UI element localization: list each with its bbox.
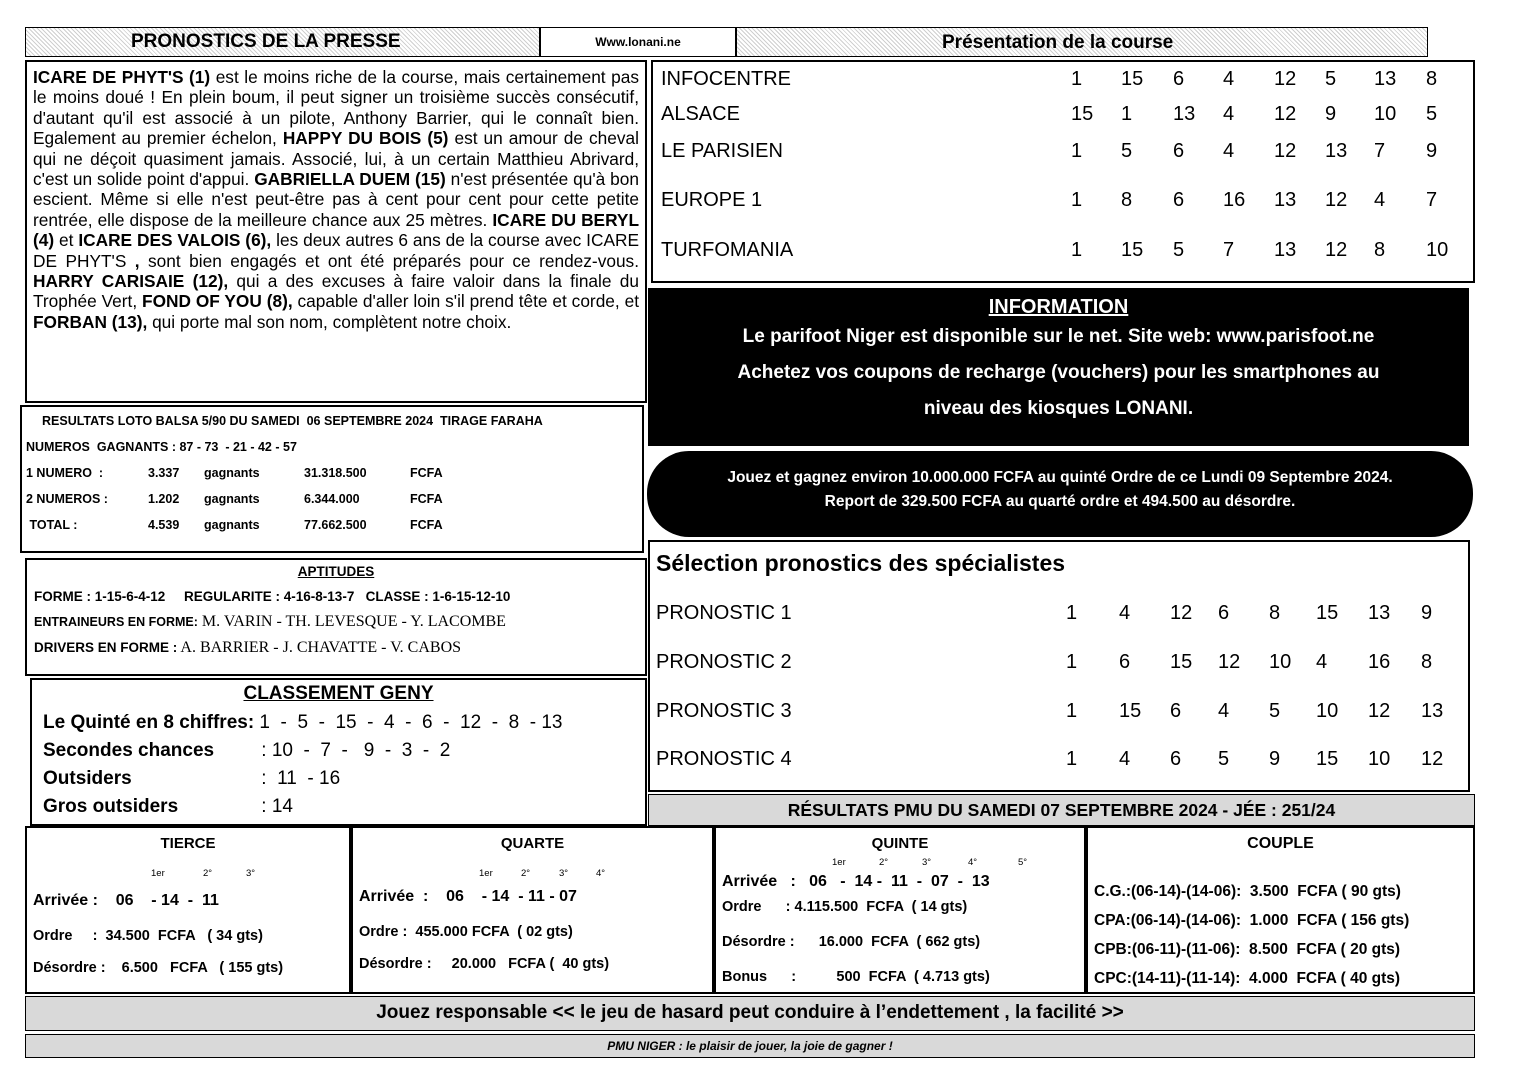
couple-box — [1086, 826, 1475, 994]
selection-number: 1 — [1066, 748, 1078, 770]
quinte-rank-1: 1er — [832, 857, 846, 868]
geny-row — [43, 712, 563, 734]
presentation-number: 7 — [1374, 140, 1386, 162]
quinte-rank-3: 3° — [922, 857, 932, 868]
geny-value: 1 - 5 - 15 - 4 - 6 - 12 - 8 - 13 — [254, 712, 563, 733]
couple-row-cpc: CPC:(14-11)-(11-14): 4.000 FCFA ( 40 gts) — [1094, 970, 1401, 987]
selection-name: PRONOSTIC 1 — [656, 602, 792, 624]
press-text: capable d'aller loin s'il prend tête et corde, et — [292, 291, 639, 312]
selection-number: 10 — [1368, 748, 1391, 770]
loto-cell: 6.344.000 — [304, 492, 360, 506]
entraineurs-label: ENTRAINEURS EN FORME: — [34, 615, 198, 629]
press-text: n'est présentée qu'à bon escient. Même si elle n'est peut-être pas à cent pour cent pour cette petite rentrée, elle dispose de la meilleure chance aux 25 mètres. — [33, 169, 639, 230]
tierce-desordre: Désordre : 6.500 FCFA ( 155 gts) — [33, 960, 284, 976]
selection-number: 6 — [1218, 602, 1230, 624]
presentation-number: 12 — [1325, 239, 1348, 261]
press-text: est un amour de cheval qui ne déçoit quasiment jamais. Associé, lui, à un certain Matthieu Abrivard, c'est un solide point d'appui. — [33, 128, 639, 190]
quarte-desordre: Désordre : 20.000 FCFA ( 40 gts) — [359, 956, 610, 972]
selection-name: PRONOSTIC 2 — [656, 651, 792, 673]
geny-value: : 14 — [256, 796, 293, 817]
presentation-number: 6 — [1173, 140, 1185, 162]
quinte-desordre: Désordre : 16.000 FCFA ( 662 gts) — [722, 934, 981, 950]
couple-row-cpa: CPA:(06-14)-(14-06): 1.000 FCFA ( 156 gts) — [1094, 912, 1410, 929]
selection-number: 4 — [1316, 651, 1328, 673]
quinte-arrivee: Arrivée : 06 - 14 - 11 - 07 - 13 — [722, 873, 990, 890]
information-line-2: Achetez vos coupons de recharge (vouchers) pour les smartphones au — [737, 362, 1380, 383]
presentation-source: LE PARISIEN — [661, 140, 783, 162]
loto-cell: gagnants — [204, 518, 260, 532]
press-text: qui porte mal son nom, complètent notre choix. — [147, 311, 512, 332]
selection-number: 15 — [1316, 602, 1339, 624]
loto-cell: 3.337 — [148, 466, 180, 480]
quinte-rank-4: 4° — [968, 857, 978, 868]
geny-label: Secondes chances — [43, 740, 215, 761]
presentation-number: 10 — [1374, 103, 1397, 125]
selection-number: 1 — [1066, 602, 1078, 624]
entraineurs-value: M. VARIN - TH. LEVESQUE - Y. LACOMBE — [197, 613, 506, 630]
tierce-title: TIERCE — [160, 835, 216, 852]
presentation-number: 4 — [1374, 189, 1386, 211]
press-horse-name: ICARE DU BERYL (4) — [33, 209, 639, 251]
presentation-title — [736, 27, 1428, 57]
presentation-number: 12 — [1325, 189, 1348, 211]
selection-number: 4 — [1119, 602, 1131, 624]
presentation-table — [651, 60, 1475, 283]
jackpot-line-2: Report de 329.500 FCFA au quarté ordre et 494.500 au désordre. — [824, 493, 1296, 510]
presentation-number: 4 — [1223, 103, 1235, 125]
couple-title: COUPLE — [1247, 835, 1314, 852]
selection-number: 4 — [1119, 748, 1131, 770]
quinte-bonus: Bonus : 500 FCFA ( 4.713 gts) — [722, 969, 990, 985]
aptitudes-forme: FORME : 1-15-6-4-12 REGULARITE : 4-16-8-13-7 CLASSE : 1-6-15-12-10 — [34, 589, 511, 604]
quinte-rank-5: 5° — [1018, 857, 1028, 868]
drivers-label: DRIVERS EN FORME : — [34, 640, 178, 655]
geny-row — [43, 796, 293, 818]
loto-cell: 31.318.500 — [304, 466, 367, 480]
presentation-number: 8 — [1426, 68, 1438, 90]
selection-number: 13 — [1368, 602, 1391, 624]
geny-value: : 10 - 7 - 9 - 3 - 2 — [256, 740, 451, 761]
presentation-number: 1 — [1071, 239, 1083, 261]
selection-number: 15 — [1316, 748, 1339, 770]
selection-number: 6 — [1170, 700, 1182, 722]
presentation-number: 7 — [1426, 189, 1438, 211]
presentation-number: 15 — [1121, 68, 1144, 90]
presentation-source: ALSACE — [661, 103, 740, 125]
geny-value: : 11 - 16 — [256, 768, 341, 789]
press-horse-name: GABRIELLA DUEM (15) — [254, 169, 446, 190]
drivers-value: A. BARRIER - J. CHAVATTE - V. CABOS — [177, 639, 462, 656]
presentation-number: 5 — [1173, 239, 1185, 261]
selection-number: 6 — [1170, 748, 1182, 770]
loto-cell: 4.539 — [148, 518, 180, 532]
information-panel — [648, 288, 1469, 446]
loto-cell: gagnants — [204, 492, 260, 506]
presentation-number: 13 — [1374, 68, 1397, 90]
selection-number: 13 — [1421, 700, 1444, 722]
press-horse-name: HAPPY DU BOIS (5) — [282, 128, 449, 149]
selection-number: 10 — [1269, 651, 1292, 673]
presentation-source: TURFOMANIA — [661, 239, 794, 261]
selection-number: 8 — [1269, 602, 1281, 624]
press-horse-name: HARRY CARISAIE (12), — [33, 271, 229, 292]
loto-cell: 1.202 — [148, 492, 180, 506]
couple-row-cg: C.G.:(06-14)-(14-06): 3.500 FCFA ( 90 gts) — [1094, 883, 1401, 900]
presentation-number: 9 — [1325, 103, 1337, 125]
presentation-number: 13 — [1274, 189, 1297, 211]
presentation-number: 1 — [1121, 103, 1133, 125]
presentation-number: 16 — [1223, 189, 1246, 211]
loto-cell: 77.662.500 — [304, 518, 367, 532]
aptitudes-entraineurs — [34, 613, 506, 631]
quarte-rank-2: 2° — [521, 868, 531, 879]
presentation-number: 1 — [1071, 140, 1083, 162]
presentation-number: 5 — [1325, 68, 1337, 90]
loto-results — [20, 405, 644, 553]
loto-title: RESULTATS LOTO BALSA 5/90 DU SAMEDI 06 SEPTEMBRE 2024 TIRAGE FARAHA — [42, 414, 543, 428]
presentation-number: 1 — [1071, 189, 1083, 211]
geny-row — [43, 740, 450, 762]
selection-number: 5 — [1218, 748, 1230, 770]
presentation-number: 5 — [1426, 103, 1438, 125]
geny-label: Outsiders — [43, 768, 132, 789]
selection-number: 8 — [1421, 651, 1433, 673]
selection-title: Sélection pronostics des spécialistes — [656, 550, 1066, 576]
presentation-number: 4 — [1223, 140, 1235, 162]
tierce-box — [25, 826, 351, 994]
presentation-number: 12 — [1274, 103, 1297, 125]
tierce-arrivee: Arrivée : 06 - 14 - 11 — [33, 892, 219, 909]
aptitudes-drivers — [34, 639, 461, 657]
press-text: et — [54, 230, 79, 251]
press-article — [25, 60, 647, 403]
selection-number: 12 — [1368, 700, 1391, 722]
loto-cell: FCFA — [410, 492, 443, 506]
loto-cell: FCFA — [410, 466, 443, 480]
press-text: est le moins riche de la course, mais certainement pas le moins doué ! En plein boum, il peut signer un troisième succès consécutif, d'autant qu'il est associé à un pilote, Anthony Barrier, qui le connaît bien. Egalement au premier échelon, — [33, 67, 639, 149]
selection-number: 4 — [1218, 700, 1230, 722]
tierce-rank-1: 1er — [151, 868, 165, 879]
presentation-number: 12 — [1274, 68, 1297, 90]
presentation-number: 6 — [1173, 68, 1185, 90]
presentation-number: 13 — [1325, 140, 1348, 162]
press-horse-name: , — [134, 250, 140, 271]
jackpot-banner — [647, 451, 1473, 537]
presentation-source: EUROPE 1 — [661, 189, 763, 211]
presentation-title-text: Présentation de la course — [942, 32, 1174, 53]
selection-number: 5 — [1269, 700, 1281, 722]
presentation-number: 10 — [1426, 239, 1449, 261]
press-horse-name: FORBAN (13), — [33, 311, 148, 332]
selection-pronostics — [648, 540, 1470, 792]
presentation-number: 12 — [1274, 140, 1297, 162]
presentation-number: 6 — [1173, 189, 1185, 211]
quarte-box — [351, 826, 714, 994]
press-text: sont bien engagés et ont été préparés pour ce rendez-vous. — [139, 250, 639, 271]
selection-number: 16 — [1368, 651, 1391, 673]
presentation-number: 4 — [1223, 68, 1235, 90]
information-line-3: niveau des kiosques LONANI. — [923, 398, 1194, 419]
press-title-text: PRONOSTICS DE LA PRESSE — [131, 31, 401, 52]
press-title — [25, 27, 540, 57]
press-text: les deux autres 6 ans de la course avec ICARE DE PHYT'S — [33, 230, 639, 271]
loto-cell: 2 NUMEROS : — [26, 492, 108, 506]
press-horse-name: ICARE DE PHYT'S (1) — [33, 67, 211, 87]
geny-title: CLASSEMENT GENY — [243, 683, 434, 704]
selection-number: 6 — [1119, 651, 1131, 673]
presentation-number: 8 — [1121, 189, 1133, 211]
presentation-source: INFOCENTRE — [661, 68, 791, 90]
loto-cell: TOTAL : — [26, 518, 78, 532]
presentation-number: 7 — [1223, 239, 1235, 261]
jackpot-line-1: Jouez et gagnez environ 10.000.000 FCFA au quinté Ordre de ce Lundi 09 Septembre 2024. — [727, 469, 1393, 486]
information-line-1: Le parifoot Niger est disponible sur le net. Site web: www.parisfoot.ne — [742, 326, 1375, 347]
quinte-rank-2: 2° — [879, 857, 889, 868]
selection-number: 15 — [1119, 700, 1142, 722]
press-text: qui a des excuses à faire valoir dans la finale du Trophée Vert, — [33, 271, 639, 312]
presentation-number: 9 — [1426, 140, 1438, 162]
loto-cell: gagnants — [204, 466, 260, 480]
quarte-ordre: Ordre : 455.000 FCFA ( 02 gts) — [359, 924, 573, 940]
quinte-ordre: Ordre : 4.115.500 FCFA ( 14 gts) — [722, 899, 968, 915]
tierce-rank-2: 2° — [203, 868, 213, 879]
presentation-number: 8 — [1374, 239, 1386, 261]
selection-number: 10 — [1316, 700, 1339, 722]
selection-number: 12 — [1170, 602, 1193, 624]
tierce-rank-3: 3° — [246, 868, 256, 879]
loto-cell: FCFA — [410, 518, 443, 532]
loto-numbers: NUMEROS GAGNANTS : 87 - 73 - 21 - 42 - 57 — [26, 440, 297, 454]
selection-number: 1 — [1066, 700, 1078, 722]
quarte-title: QUARTE — [500, 835, 565, 852]
results-header: RÉSULTATS PMU DU SAMEDI 07 SEPTEMBRE 2024 - JÉE : 251/24 — [648, 794, 1475, 826]
presentation-number: 13 — [1274, 239, 1297, 261]
selection-name: PRONOSTIC 4 — [656, 748, 792, 770]
selection-number: 9 — [1269, 748, 1281, 770]
geny-label: Gros outsiders — [43, 796, 179, 817]
tierce-ordre: Ordre : 34.500 FCFA ( 34 gts) — [33, 928, 263, 944]
responsible-gaming-banner: Jouez responsable << le jeu de hasard peut conduire à l’endettement , la facilité >> — [25, 996, 1475, 1031]
presentation-number: 1 — [1071, 68, 1083, 90]
selection-name: PRONOSTIC 3 — [656, 700, 792, 722]
selection-number: 9 — [1421, 602, 1433, 624]
presentation-number: 15 — [1071, 103, 1094, 125]
aptitudes-panel — [25, 558, 647, 676]
selection-number: 1 — [1066, 651, 1078, 673]
presentation-number: 15 — [1121, 239, 1144, 261]
quarte-rank-4: 4° — [596, 868, 606, 879]
geny-label: Le Quinté en 8 chiffres: — [43, 712, 255, 733]
information-title: INFORMATION — [988, 296, 1129, 318]
couple-row-cpb: CPB:(06-11)-(11-06): 8.500 FCFA ( 20 gts) — [1094, 941, 1401, 958]
press-horse-name: FOND OF YOU (8), — [142, 291, 293, 312]
presentation-number: 5 — [1121, 140, 1133, 162]
presentation-number: 13 — [1173, 103, 1196, 125]
selection-number: 12 — [1421, 748, 1444, 770]
loto-cell: 1 NUMERO : — [26, 466, 104, 480]
slogan-banner: PMU NIGER : le plaisir de jouer, la joie de gagner ! — [25, 1034, 1475, 1058]
quarte-rank-1: 1er — [479, 868, 493, 879]
quinte-box — [714, 826, 1086, 994]
selection-number: 15 — [1170, 651, 1193, 673]
geny-row — [43, 768, 340, 790]
press-horse-name: ICARE DES VALOIS (6), — [78, 230, 272, 251]
aptitudes-title: APTITUDES — [297, 564, 375, 579]
selection-number: 12 — [1218, 651, 1241, 673]
site-link[interactable]: Www.lonani.ne — [540, 27, 736, 57]
classement-geny — [30, 678, 647, 826]
quarte-arrivee: Arrivée : 06 - 14 - 11 - 07 — [359, 888, 577, 905]
quinte-title: QUINTE — [871, 835, 929, 852]
quarte-rank-3: 3° — [559, 868, 569, 879]
